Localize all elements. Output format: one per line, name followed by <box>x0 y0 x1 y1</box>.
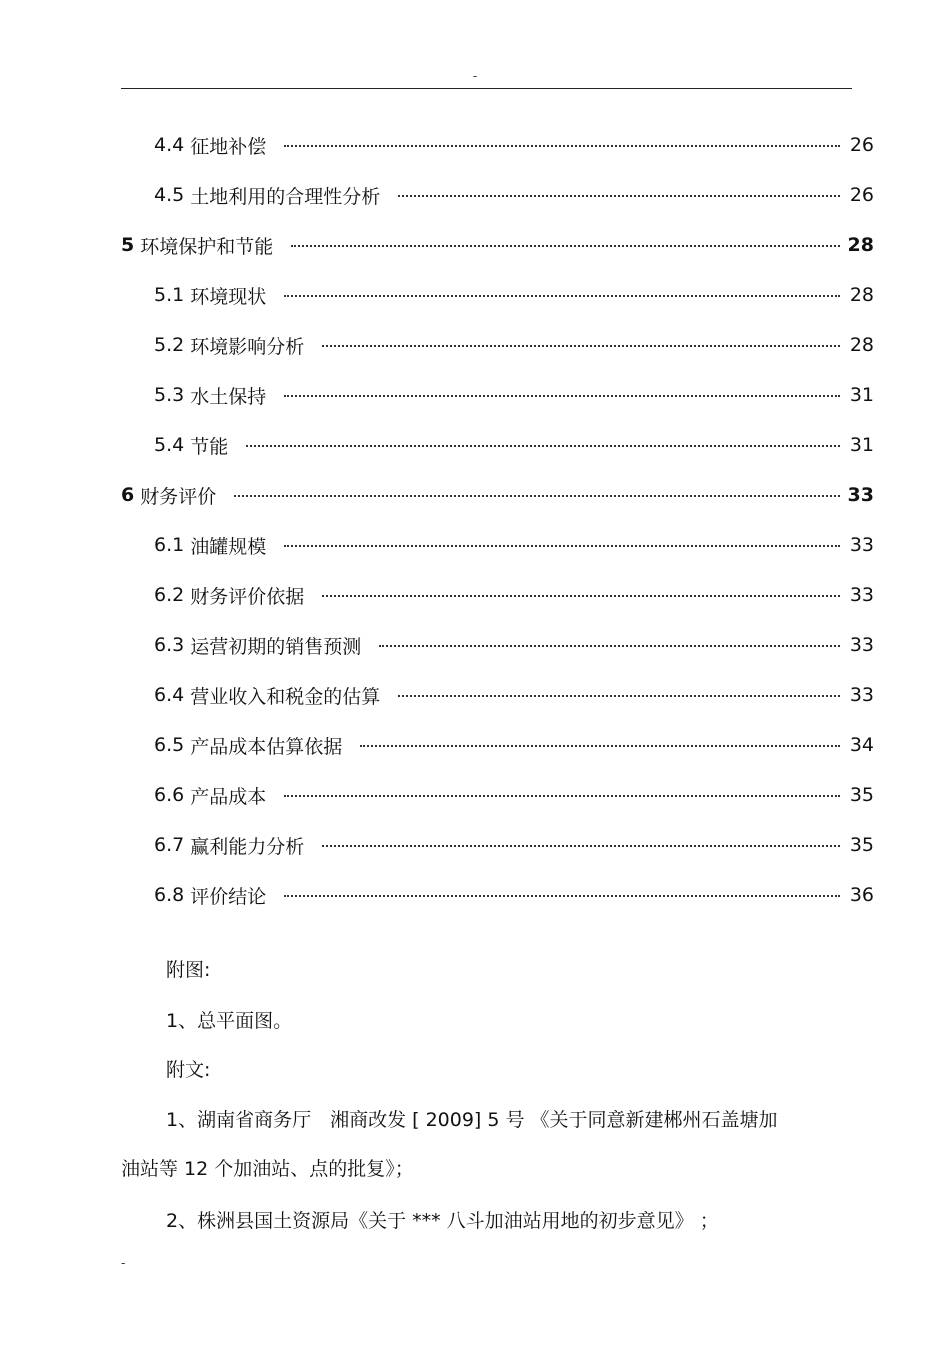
toc-entry-page: 33 <box>849 634 874 656</box>
toc-entry[interactable] <box>121 220 874 270</box>
appendix-figures-heading: 附图: <box>166 959 211 981</box>
toc-entry-label: 营业收入和税金的估算 <box>190 685 381 708</box>
toc-entry-page: 33 <box>847 484 874 506</box>
toc-entry-label: 水土保持 <box>190 385 267 408</box>
toc-entry-page: 33 <box>849 684 874 706</box>
toc-entry-number: 6.1 <box>154 534 185 556</box>
toc-entry-number: 4.4 <box>154 134 185 156</box>
toc-entry-page: 36 <box>849 884 874 906</box>
toc-entry-label: 环境现状 <box>190 285 267 308</box>
toc-entry[interactable] <box>121 620 874 670</box>
toc-entry-number: 6.3 <box>154 634 185 656</box>
toc-entry[interactable] <box>121 570 874 620</box>
toc-entry[interactable] <box>121 420 874 470</box>
appendix-doc-1-line1: 1、湖南省商务厅 湘商改发 [ 2009] 5 号 《关于同意新建郴州石盖塘加 <box>166 1109 778 1131</box>
toc-entry-number: 4.5 <box>154 184 185 206</box>
toc-entry[interactable] <box>121 370 874 420</box>
toc-entry[interactable] <box>121 870 874 920</box>
toc-entry-number: 6 <box>121 484 135 506</box>
toc-entry-label: 环境保护和节能 <box>140 235 274 258</box>
toc-entry-page: 33 <box>849 584 874 606</box>
toc-entry[interactable] <box>121 820 874 870</box>
appendix-docs-heading: 附文: <box>166 1059 211 1081</box>
toc-entry-page: 26 <box>849 184 874 206</box>
toc-entry[interactable] <box>121 470 874 520</box>
toc-dot-leader <box>291 245 840 247</box>
toc-dot-leader <box>284 795 840 797</box>
toc-dot-leader <box>398 195 840 197</box>
toc-dot-leader <box>234 495 840 497</box>
toc-entry-number: 5 <box>121 234 135 256</box>
toc-entry-page: 34 <box>849 734 874 756</box>
toc-entry-number: 5.4 <box>154 434 185 456</box>
toc-entry-page: 28 <box>847 234 874 256</box>
toc-dot-leader <box>322 845 840 847</box>
toc-entry[interactable] <box>121 170 874 220</box>
toc-entry[interactable] <box>121 120 874 170</box>
toc-entry-page: 31 <box>849 434 874 456</box>
toc-entry-number: 6.4 <box>154 684 185 706</box>
toc-entry-page: 33 <box>849 534 874 556</box>
toc-entry[interactable] <box>121 770 874 820</box>
toc-entry-label: 节能 <box>190 435 229 458</box>
appendix-figure-1: 1、总平面图。 <box>166 1010 293 1032</box>
toc-entry[interactable] <box>121 720 874 770</box>
toc-dot-leader <box>360 745 840 747</box>
toc-entry-number: 6.6 <box>154 784 185 806</box>
toc-entry-label: 财务评价 <box>140 485 217 508</box>
toc-dot-leader <box>284 545 840 547</box>
toc-entry-page: 31 <box>849 384 874 406</box>
toc-entry-label: 运营初期的销售预测 <box>190 635 362 658</box>
toc-entry-page: 35 <box>849 784 874 806</box>
toc-entry-number: 6.8 <box>154 884 185 906</box>
header-mark: - <box>472 69 478 83</box>
toc-dot-leader <box>284 295 840 297</box>
toc-entry[interactable] <box>121 320 874 370</box>
toc-dot-leader <box>284 895 840 897</box>
toc-dot-leader <box>284 145 840 147</box>
toc-entry-label: 油罐规模 <box>190 535 267 558</box>
toc-entry-number: 5.2 <box>154 334 185 356</box>
toc-entry-page: 28 <box>849 284 874 306</box>
toc-dot-leader <box>322 345 840 347</box>
toc-entry-number: 5.3 <box>154 384 185 406</box>
toc-dot-leader <box>246 445 840 447</box>
toc-entry-label: 土地利用的合理性分析 <box>190 185 381 208</box>
toc-entry-label: 评价结论 <box>190 885 267 908</box>
toc-entry[interactable] <box>121 670 874 720</box>
toc-entry-label: 赢利能力分析 <box>190 835 305 858</box>
toc-entry-number: 6.7 <box>154 834 185 856</box>
toc-entry-label: 环境影响分析 <box>190 335 305 358</box>
table-of-contents <box>121 120 874 920</box>
toc-entry-number: 5.1 <box>154 284 185 306</box>
toc-entry-number: 6.5 <box>154 734 185 756</box>
appendix-doc-2: 2、株洲县国土资源局《关于 *** 八斗加油站用地的初步意见》 ； <box>166 1210 719 1232</box>
toc-dot-leader <box>284 395 840 397</box>
appendix-doc-1-line2: 油站等 12 个加油站、点的批复》； <box>121 1158 414 1180</box>
toc-dot-leader <box>379 645 840 647</box>
toc-entry-number: 6.2 <box>154 584 185 606</box>
footer-mark: - <box>121 1256 126 1270</box>
toc-dot-leader <box>322 595 840 597</box>
toc-entry-label: 产品成本估算依据 <box>190 735 343 758</box>
toc-entry-page: 28 <box>849 334 874 356</box>
toc-entry-label: 征地补偿 <box>190 135 267 158</box>
toc-entry[interactable] <box>121 520 874 570</box>
toc-entry-label: 财务评价依据 <box>190 585 305 608</box>
toc-entry[interactable] <box>121 270 874 320</box>
toc-entry-page: 26 <box>849 134 874 156</box>
toc-entry-label: 产品成本 <box>190 785 267 808</box>
toc-entry-page: 35 <box>849 834 874 856</box>
toc-dot-leader <box>398 695 840 697</box>
header-rule <box>121 88 852 89</box>
